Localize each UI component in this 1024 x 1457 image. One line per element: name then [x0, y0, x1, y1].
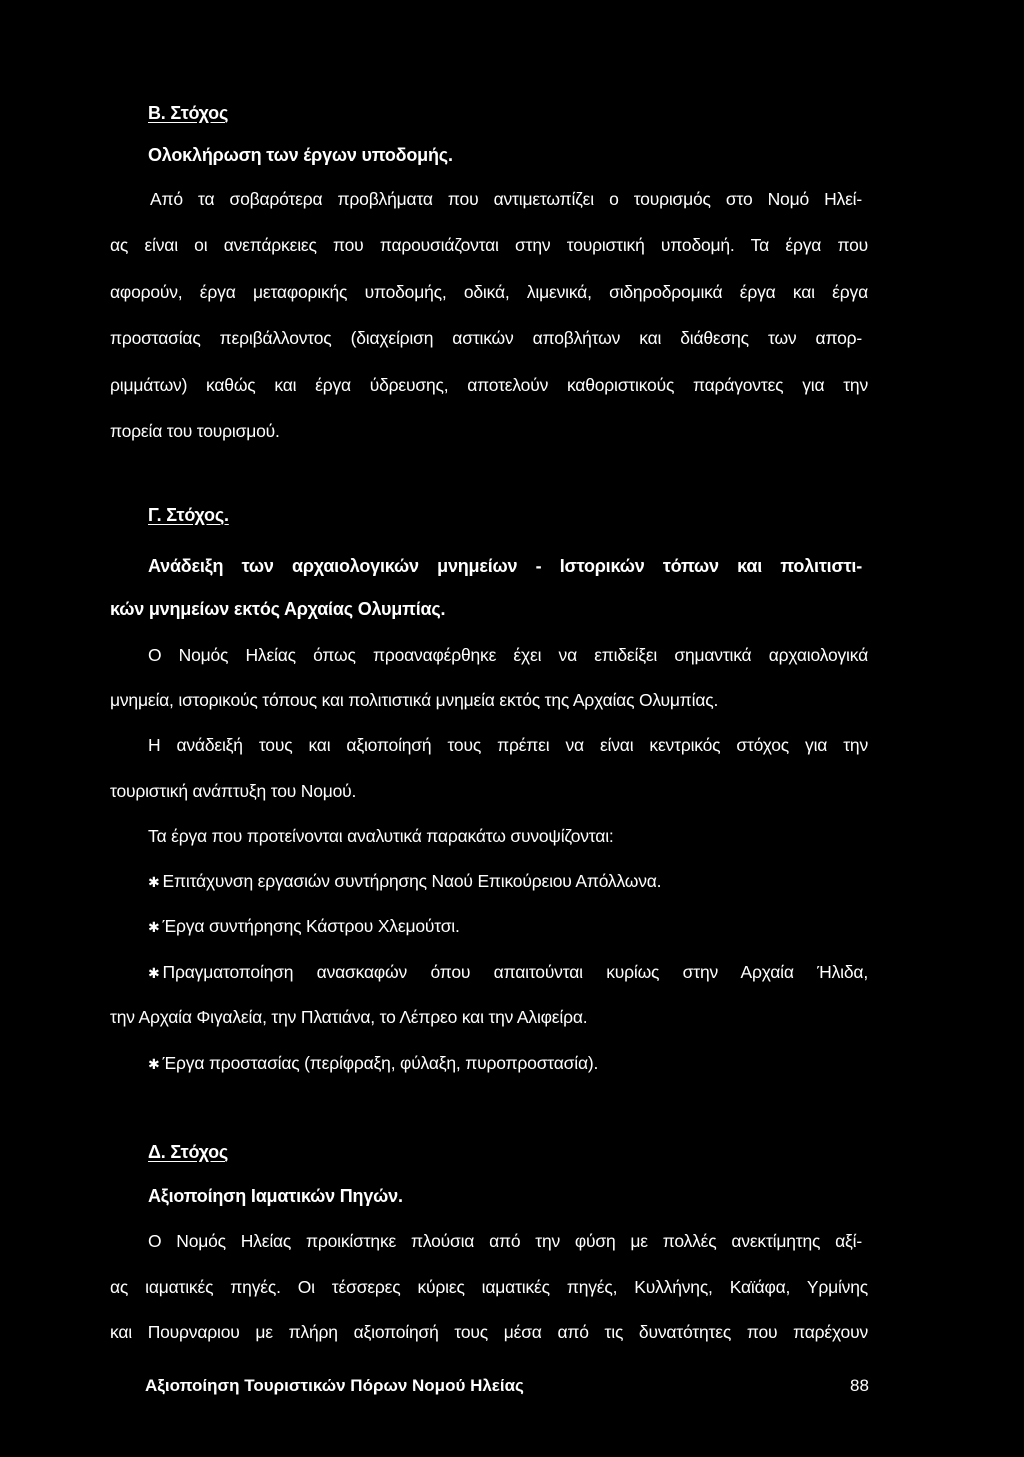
section-b-line-1: Από τα σοβαρότερα προβλήματα που αντιμετωπίζει ο τουρισμός στο Νομό Ηλεί- — [150, 189, 862, 209]
bullet-item — [148, 870, 661, 893]
bullet-text: Επιτάχυνση εργασιών συντήρησης Ναού Επικούρειου Απόλλωνα. — [162, 871, 662, 891]
footer-title: Αξιοποίηση Τουριστικών Πόρων Νομού Ηλείας — [145, 1376, 524, 1395]
section-b-line-2: ας είναι οι ανεπάρκειες που παρουσιάζονται στην τουριστική υποδομή. Τα έργα που — [110, 235, 868, 255]
section-d-line-2: ας ιαματικές πηγές. Οι τέσσερες κύριες ιαματικές πηγές, Κυλλήνης, Καϊάφα, Υρμίνης — [110, 1277, 868, 1297]
asterisk-bullet-icon: ✱ — [148, 874, 160, 890]
section-c-line-3: Η ανάδειξή τους και αξιοποίησή τους πρέπει να είναι κεντρικός στόχος για την — [148, 735, 868, 755]
bullet-text: Έργα προστασίας (περίφραξη, φύλαξη, πυροπροστασία). — [162, 1053, 599, 1073]
asterisk-bullet-icon: ✱ — [148, 965, 160, 981]
section-b-line-5: ριμμάτων) καθώς και έργα ύδρευσης, αποτελούν καθοριστικούς παράγοντες για την — [110, 375, 868, 395]
bullet-item — [148, 1052, 598, 1075]
section-c-line-4: τουριστική ανάπτυξη του Νομού. — [110, 781, 357, 801]
bullet-item — [148, 915, 460, 938]
bullet-continuation: την Αρχαία Φιγαλεία, την Πλατιάνα, το Λέπρεο και την Αλιφείρα. — [110, 1007, 588, 1027]
section-d-heading: Δ. Στόχος — [148, 1142, 229, 1162]
asterisk-bullet-icon: ✱ — [148, 1056, 160, 1072]
page-number: 88 — [850, 1376, 869, 1395]
section-c-subheading-2: κών μνημείων εκτός Αρχαίας Ολυμπίας. — [110, 599, 446, 619]
section-b-line-3: αφορούν, έργα μεταφορικής υποδομής, οδικά, λιμενικά, σιδηροδρομικά έργα και έργα — [110, 282, 868, 302]
section-d-line-3: και Πουρναριου με πλήρη αξιοποίησή τους μέσα από τις δυνατότητες που παρέχουν — [110, 1322, 868, 1342]
section-b-subheading: Ολοκλήρωση των έργων υποδομής. — [148, 145, 453, 165]
bullet-text: Έργα συντήρησης Κάστρου Χλεμούτσι. — [162, 916, 460, 936]
section-c-line-1: Ο Νομός Ηλείας όπως προαναφέρθηκε έχει να επιδείξει σημαντικά αρχαιολογικά — [148, 645, 868, 665]
section-c-line-2: μνημεία, ιστορικούς τόπους και πολιτιστικά μνημεία εκτός της Αρχαίας Ολυμπίας. — [110, 690, 719, 710]
section-c-subheading-1: Ανάδειξη των αρχαιολογικών μνημείων - Ιστορικών τόπων και πολιτιστι- — [148, 556, 862, 576]
section-b-heading: Β. Στόχος — [148, 103, 229, 123]
section-d-line-1: Ο Νομός Ηλείας προικίστηκε πλούσια από την φύση με πολλές ανεκτίμητης αξί- — [148, 1231, 862, 1251]
section-c-line-5: Τα έργα που προτείνονται αναλυτικά παρακάτω συνοψίζονται: — [148, 826, 614, 846]
bullet-item — [148, 961, 868, 984]
section-d-subheading: Αξιοποίηση Ιαματικών Πηγών. — [148, 1186, 403, 1206]
section-c-heading: Γ. Στόχος. — [148, 505, 229, 525]
bullet-text: Πραγματοποίηση ανασκαφών όπου απαιτούνται κυρίως στην Αρχαία Ήλιδα, — [162, 962, 868, 982]
section-b-line-4: προστασίας περιβάλλοντος (διαχείριση αστικών αποβλήτων και διάθεσης των απορ- — [110, 328, 862, 348]
section-b-line-6: πορεία του τουρισμού. — [110, 421, 280, 441]
asterisk-bullet-icon: ✱ — [148, 919, 160, 935]
